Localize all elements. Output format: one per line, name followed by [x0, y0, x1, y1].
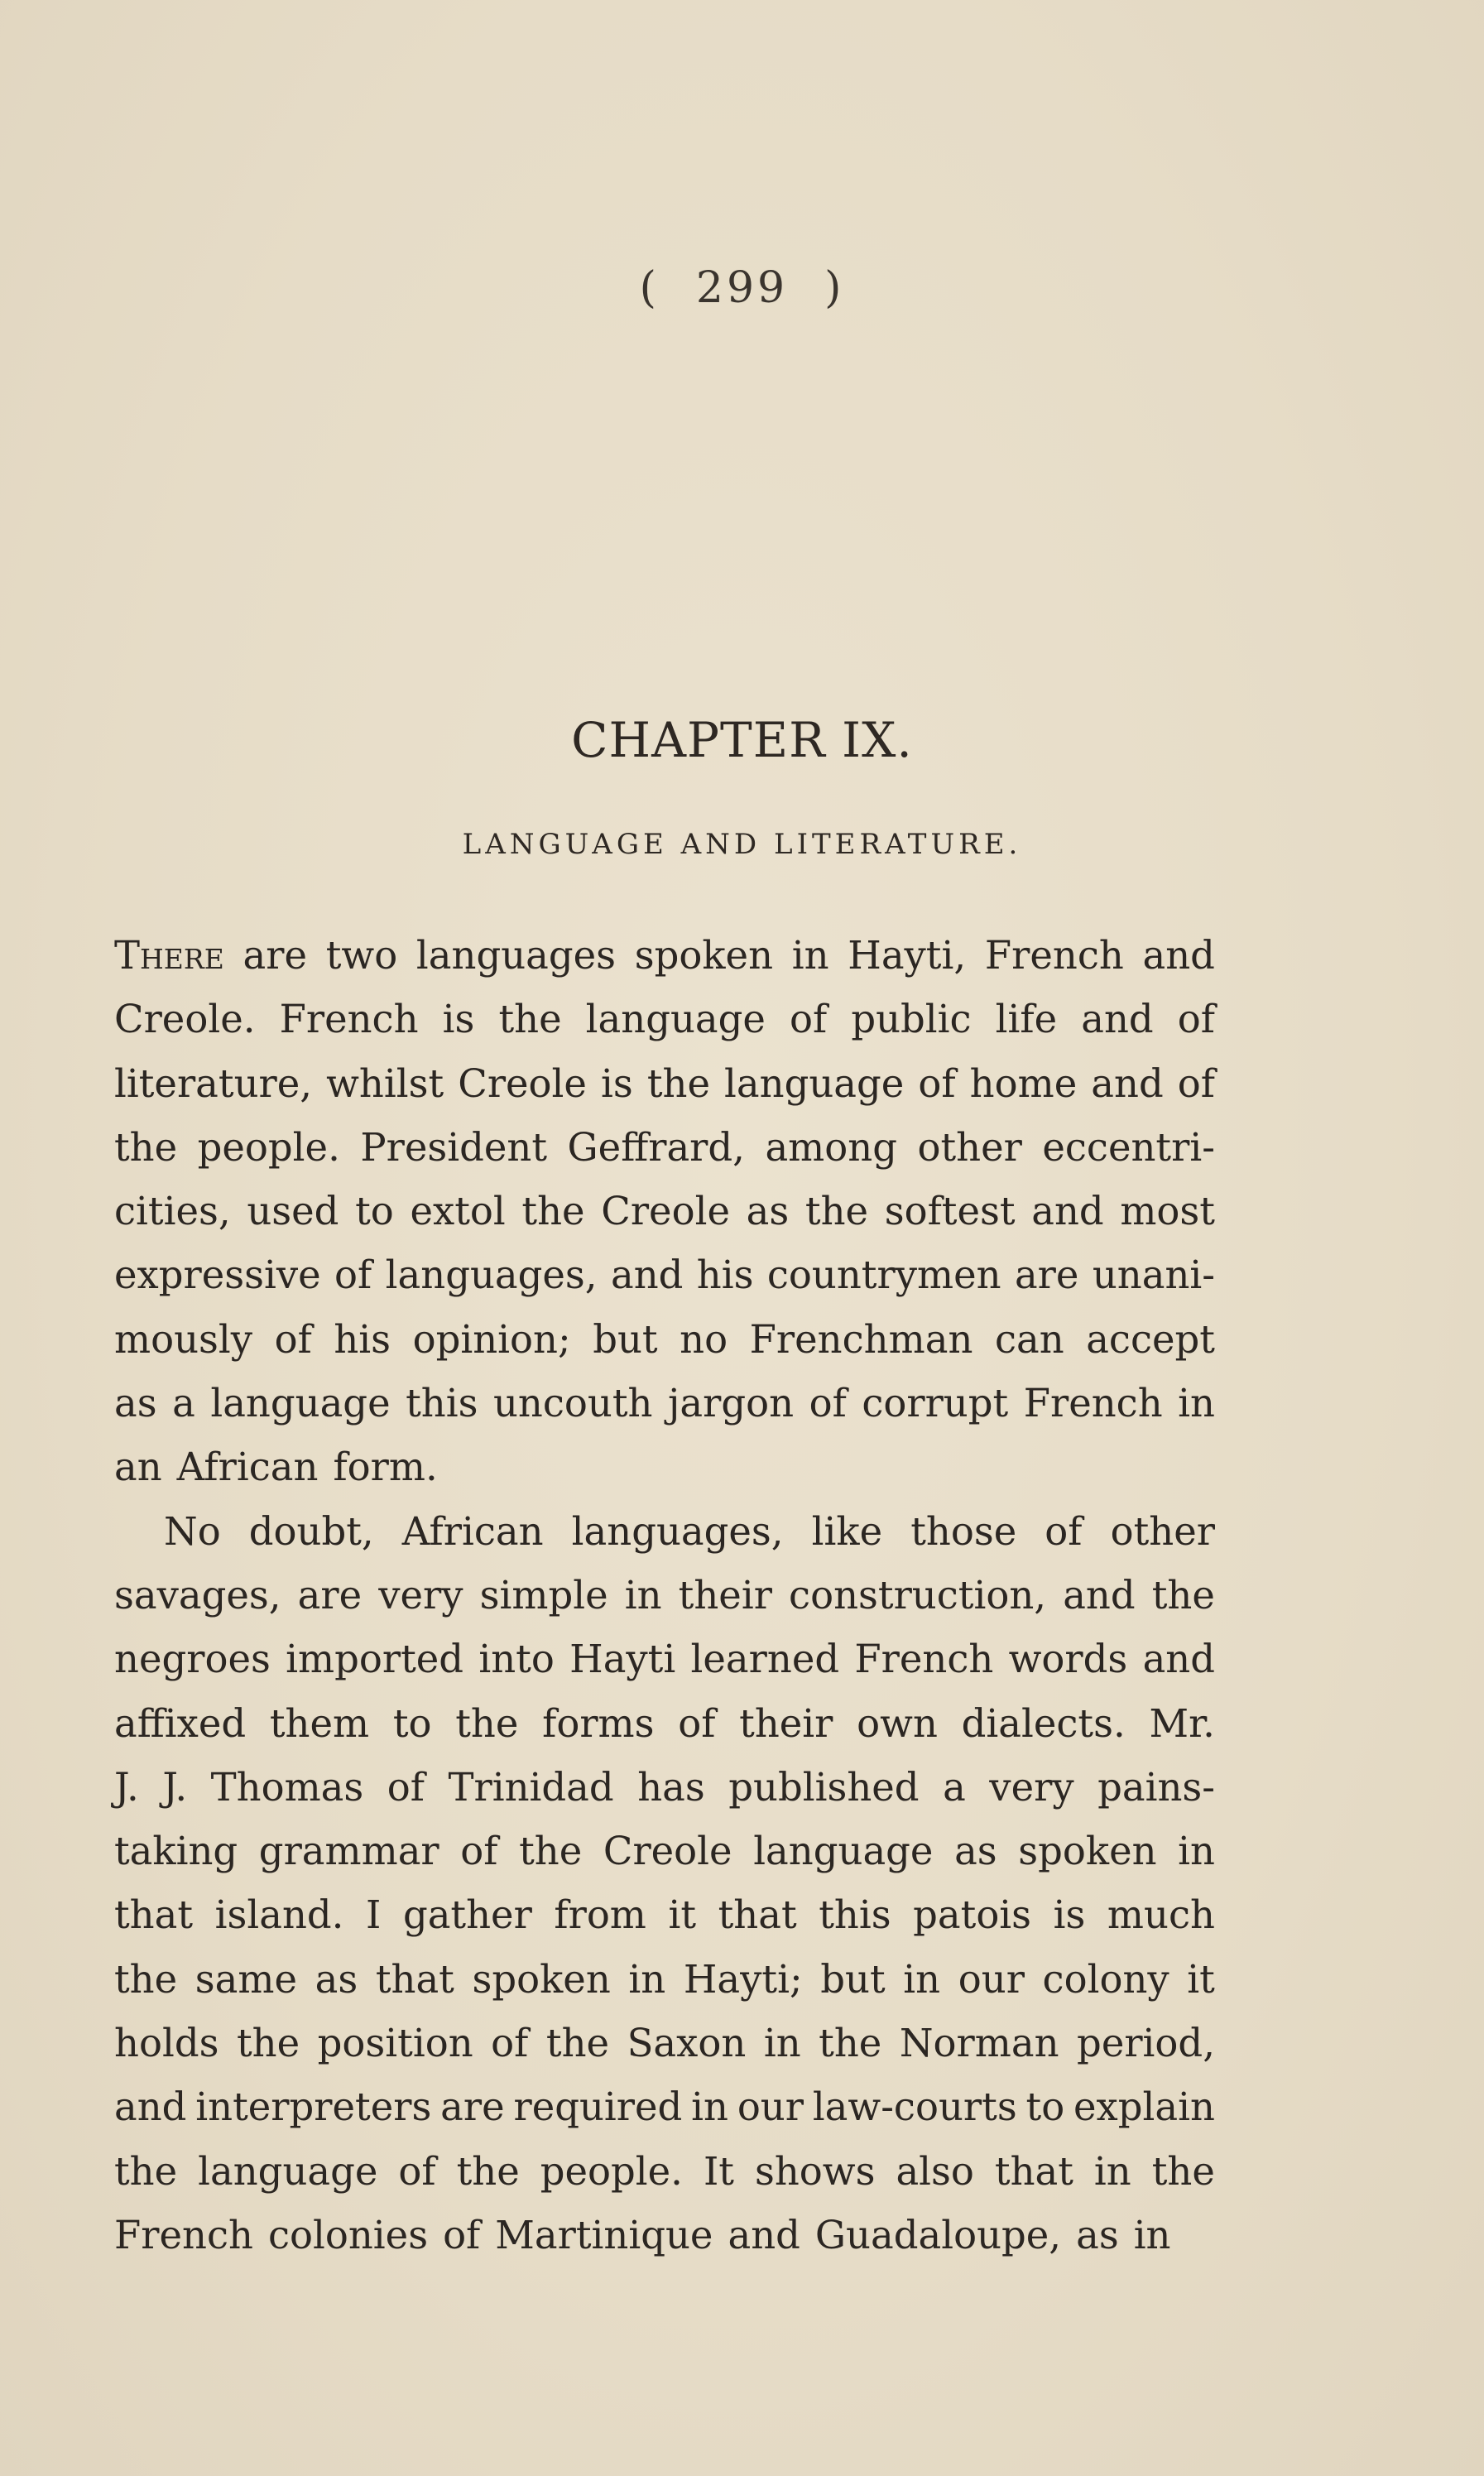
text-line: an African form.: [114, 1445, 438, 1490]
open-paren: (: [639, 263, 660, 313]
text-line: that island. I gather from it that this patois is much: [114, 1892, 1215, 1938]
chapter-title: CHAPTER IX.: [571, 712, 913, 768]
page-number-value: 299: [695, 263, 789, 313]
text-line: negroes imported into Hayti learned French words and: [114, 1637, 1215, 1682]
text-line: and interpreters are required in our law-courts to explain: [114, 2084, 1215, 2130]
text-line: cities, used to extol the Creole as the softest and most: [114, 1189, 1215, 1234]
text-line: literature, whilst Creole is the language of home and of: [114, 1060, 1215, 1106]
text-line: taking grammar of the Creole language as spoken in: [114, 1829, 1215, 1874]
page-number: [0, 263, 1484, 313]
text-line: holds the position of the Saxon in the Norman period,: [114, 2021, 1215, 2066]
close-paren: ): [824, 263, 845, 313]
text-line: mously of his opinion; but no Frenchman can accept: [114, 1316, 1215, 1362]
text-line: There are two languages spoken in Hayti, French and: [114, 933, 1215, 978]
text-line: French colonies of Martinique and Guadaloupe, as in: [114, 2212, 1171, 2257]
paragraph: [114, 924, 1215, 1500]
paragraph: [114, 1500, 1215, 2268]
text-line: the same as that spoken in Hayti; but in our colony it: [114, 1956, 1215, 2002]
text-line: expressive of languages, and his countrymen are unani-: [114, 1252, 1215, 1298]
text-line: savages, are very simple in their construction, and the: [114, 1572, 1215, 1618]
text-line: J. J. Thomas of Trinidad has published a very pains-: [114, 1764, 1215, 1810]
text-line: Creole. French is the language of public life and of: [114, 997, 1215, 1042]
text-line: No doubt, African languages, like those of other: [164, 1508, 1215, 1554]
text-line: the language of the people. It shows also that in the: [114, 2148, 1215, 2194]
chapter-subtitle: LANGUAGE AND LITERATURE.: [462, 828, 1022, 861]
text-line: as a language this uncouth jargon of corrupt French in: [114, 1381, 1215, 1426]
body-text: [114, 924, 1215, 2267]
text-line: the people. President Geffrard, among other eccentri-: [114, 1124, 1215, 1170]
text-line: affixed them to the forms of their own dialects. Mr.: [114, 1700, 1215, 1746]
